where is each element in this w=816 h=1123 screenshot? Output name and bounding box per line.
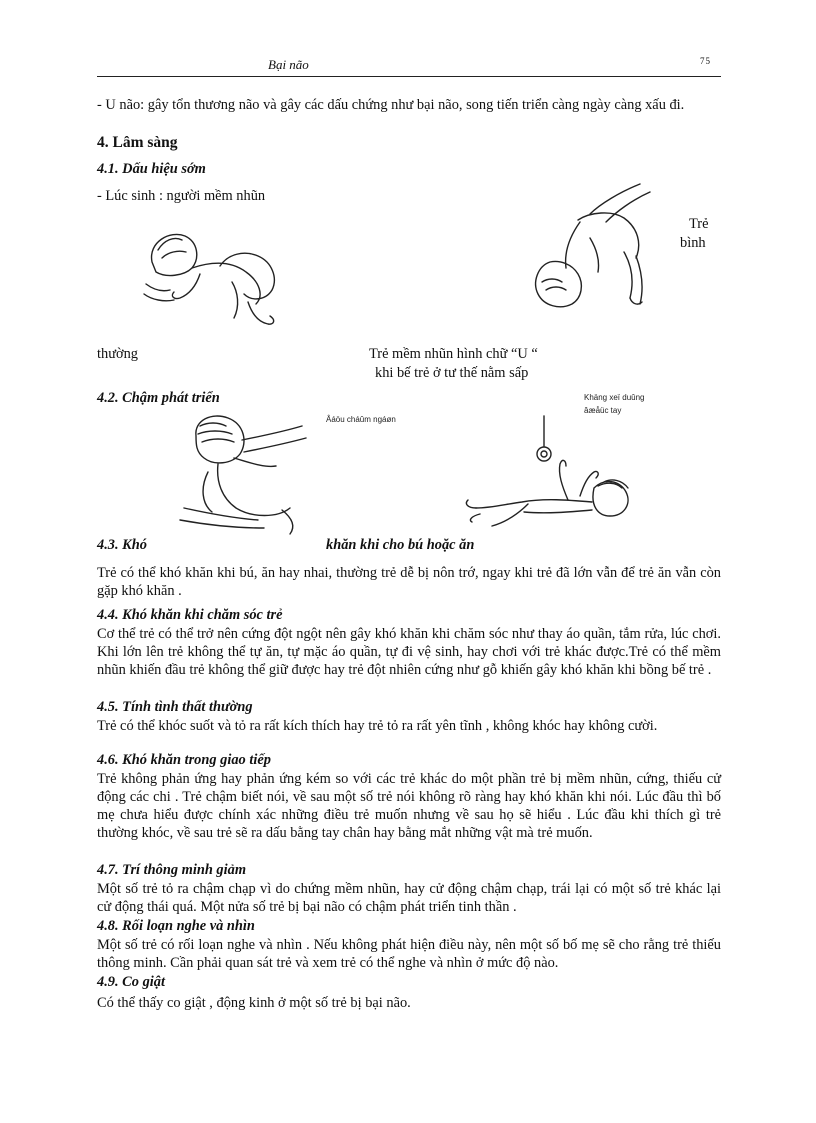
paragraph-4-9: Có thể thấy co giật , động kinh ở một số trẻ bị bại não. <box>97 995 411 1011</box>
heading-4-3-part-a: 4.3. Khó <box>97 537 147 553</box>
fig-right-caption-2: khi bế trẻ ở tư thế nằm sấp <box>375 365 529 381</box>
heading-4-2: 4.2. Chậm phát triển <box>97 390 220 406</box>
header-rule <box>97 76 721 77</box>
page-number: 75 <box>700 56 711 66</box>
figure-note-left: Âáöu cháûm ngáøn <box>326 415 396 424</box>
running-header-title: Bại não <box>268 57 309 72</box>
intro-paragraph: - U não: gây tổn thương não và gây các dấu chứng như bại não, song tiến triển càng ngày càng xấu đi. <box>97 97 685 113</box>
fig-left-caption: thường <box>97 346 138 362</box>
floppy-baby-lying-illustration <box>140 222 300 337</box>
baby-cannot-reach-ring-illustration <box>458 416 638 536</box>
head-lag-baby-illustration <box>172 412 322 540</box>
heading-4-6: 4.6. Khó khăn trong giao tiếp <box>97 752 271 768</box>
section-heading-4: 4. Lâm sàng <box>97 134 178 151</box>
paragraph-4-5: Trẻ có thể khóc suốt và tỏ ra rất kích thích hay trẻ tỏ ra rất yên tĩnh , không khóc hay không cười. <box>97 718 658 734</box>
u-shape-held-baby-illustration <box>520 182 670 332</box>
heading-4-7: 4.7. Trí thông minh giảm <box>97 862 247 878</box>
heading-4-4: 4.4. Khó khăn khi chăm sóc trẻ <box>97 607 283 623</box>
heading-4-3-part-b: khăn khi cho bú hoặc ăn <box>326 537 475 553</box>
fig-right-label-1: Trẻ <box>689 216 709 232</box>
heading-4-9: 4.9. Co giật <box>97 974 165 990</box>
heading-4-1: 4.1. Dấu hiệu sớm <box>97 161 206 177</box>
paragraph-4-7: Một số trẻ tỏ ra chậm chạp vì do chứng mềm nhũn, hay cử động chậm chạp, trái lại có một số trẻ khác lại cử động thái quá. Một nửa số trẻ bị bại não có chậm phát triển tinh thần . <box>97 881 721 915</box>
figure-note-right-2: âæåüc tay <box>584 406 622 415</box>
fig-right-label-2: bình <box>680 235 706 251</box>
paragraph-4-4: Cơ thể trẻ có thể trở nên cứng đột ngột nên gây khó khăn khi chăm sóc như thay áo quần, tắm rửa, lúc chơi. Khi lớn lên trẻ không thể tự ăn, tự mặc áo quần, tự đi vệ sinh, hay chơi với trẻ khác được.Trẻ có thể mềm nhũn khiến đầu trẻ không thể giữ được hay trẻ đột nhiên cứng như gỗ khiến gây khó khăn khi bồng bế trẻ . <box>97 626 721 678</box>
paragraph-4-8: Một số trẻ có rối loạn nghe và nhìn . Nếu không phát hiện điều này, nên một số bố mẹ sẽ cho rằng trẻ thiếu thông minh. Cần phải quan sát trẻ và xem trẻ có thể nghe và nhìn ở mức độ nào. <box>97 937 721 971</box>
heading-4-8: 4.8. Rối loạn nghe và nhìn <box>97 918 255 934</box>
birth-line: - Lúc sinh : người mềm nhũn <box>97 188 266 204</box>
paragraph-4-3: Trẻ có thể khó khăn khi bú, ăn hay nhai, thường trẻ dễ bị nôn trớ, ngay khi trẻ đã lớn vẫn để trẻ ăn vẫn còn gặp khó khăn . <box>97 565 721 599</box>
paragraph-4-6: Trẻ không phản ứng hay phản ứng kém so với các trẻ khác do một phần trẻ bị mềm nhũn, cứng, thiếu cử động các chi . Trẻ chậm biết nói, về sau một số trẻ nói không rõ ràng hay khó khăn khi nói. Lúc đầu thì bố mẹ chưa hiểu được chính xác những điều trẻ muốn nhưng về sau họ sẽ hiểu . Lúc đầu khi thích gì trẻ thường khóc, về sau trẻ sẽ ra dấu bằng tay chân hay bằng mắt những vật mà trẻ muốn. <box>97 771 721 841</box>
fig-right-caption-1: Trẻ mềm nhũn hình chữ “U “ <box>369 346 538 362</box>
heading-4-5: 4.5. Tính tình thất thường <box>97 699 253 715</box>
figure-note-right-1: Khäng xeï duûng <box>584 393 645 402</box>
